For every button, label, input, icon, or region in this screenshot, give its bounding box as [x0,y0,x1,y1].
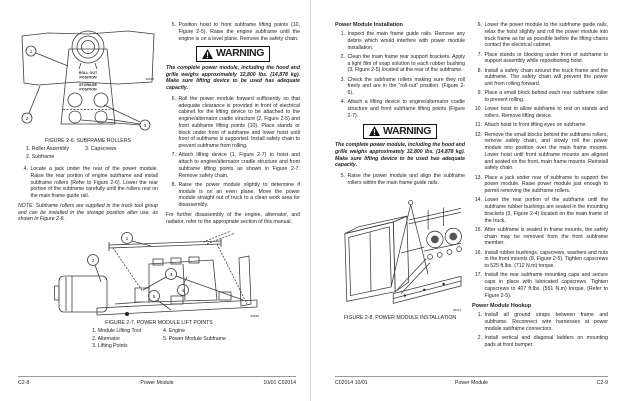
figure-2-6-caption: FIGURE 2-6. SUBFRAME ROLLERS [45,138,131,144]
step-number: 6. [477,22,482,28]
closing-text: For further disassembly of the engine, alternator, and radiator, refer to the appropriate section of this manual. [166,211,300,225]
step-number: 17. [474,272,482,279]
step-number: 10. [474,106,482,113]
step-text: After subframe is seated in frame mounts, the safety chain may be removed from the front subframe member. [484,226,608,247]
footer-page-number: C2-9 [596,380,608,386]
step-item [472,335,608,349]
step-number: 16. [474,249,482,256]
step-item [335,31,465,51]
step-text: Raise the power module slightly to determine if module is on an even plane. Move the power module straight out of truck to a clean work area for disassembly. [178,181,300,208]
step-text: Attach lifting device (1, Figure 2-7) to hoist and attach to engine/alternator cradle structure and front subframe lifting points as shown in Figure 2-7. Remove safety chain. [178,152,300,179]
step-text: Position hoist to front subframe lifting points (10, Figure 2-5). Raise the engine subframe until the engine is on a level plane. Remove the safety chain. [178,22,300,42]
legend-column [92,328,141,351]
step-number: 15. [474,226,482,233]
step-item [335,77,465,97]
figure-2-8-part-code: 92374 [452,307,462,312]
step-item [472,22,608,49]
legend-item: 1. Module Lifting Tool [92,328,142,335]
step-text: Place stands or blocking under front of subframe to support assembly while repositioning hoist. [484,51,608,65]
step-number: 5. [340,173,345,179]
step-text: Lower the power module to the subframe guide rails, relax the hoist slightly and roll the power module into truck frame as far as possible before the lifting chains contact the electrical cabinet. [484,22,608,49]
step-item [472,272,608,299]
step-item [18,166,158,200]
step-number: 8. [477,67,482,74]
svg-text:3: 3 [143,122,147,128]
callout-2 [22,86,40,123]
figure-2-8-drawing [335,191,467,313]
figure-2-7-part-code: 90645 [250,314,259,319]
footer-section-title: Power Module [454,380,489,386]
step-item [472,90,608,104]
footer-section-title: Power Module [140,380,174,386]
step-number: 12. [474,131,482,138]
storage-label-line1: STORAGE [79,83,97,87]
step-number: 1. [477,312,482,319]
step-text: Install a safety chain around the truck frame and the subframe. The safety chain will prevent the power unit from rolling forward. [484,67,608,87]
svg-text:3: 3 [169,273,173,279]
legend-item: 2. Subframe [26,153,55,160]
callout-3 [143,269,243,301]
step-text: Place a jack under rear of subframe to support the power module. Raise power module just enough to permit removing the subframe rollers. [484,174,608,194]
step-item [166,182,300,209]
step-item [472,122,608,129]
hookup-heading: Power Module Hookup [472,303,532,310]
left-page-footer [18,376,296,386]
step-item [472,250,608,270]
step-text: Lower the rear portion of the subframe until the subframe rubber bushings are seated in the mounting brackets (3, Figure 2-4) located on the main frame of the truck. [484,197,608,224]
warning-triangle-icon [202,49,213,59]
svg-text:2: 2 [91,259,95,265]
legend-item: 2. Alternator [92,335,121,342]
legend-column [26,146,69,161]
figure-2-6-legend [18,146,158,161]
step-text: Install all ground straps between frame and subframe. Reconnect wire harnesses at power module subframe connectors. [484,312,608,332]
step-item [472,68,608,88]
figure-2-7-drawing [53,230,265,318]
step-item [472,312,608,332]
step-number: 7. [171,152,176,159]
step-number: 7. [477,51,482,58]
callout-5 [149,291,172,311]
figure-2-7-caption: FIGURE 2-7. POWER MODULE LIFT POINTS [105,320,213,327]
step-text: Remove the small blocks behind the subframe rollers, remove safety chain, and slowly roll the power module into position over the main frame mounts. Lower hoist until front subframe mounts are aligned and seated on the front, main frame mounts. Reinstall safety chain. [484,131,608,172]
step-number: 4. [340,99,345,106]
right-column-b [472,22,608,351]
a-frame-right [411,204,428,274]
warning-triangle-icon [369,126,380,136]
step-text: Attach a lifting device to engine/alternator cradle structure and front subframe lifting points (Figure 2-7). [347,99,465,119]
step-number: 8. [171,181,176,188]
legend-item: 4. Engine [163,328,185,335]
svg-text:2: 2 [25,115,29,121]
right-page-columns [335,22,608,351]
legend-item: 3. Lifting Points [92,343,128,350]
left-column-a [18,22,158,225]
step-item [166,96,300,150]
step-number: 5. [171,22,176,28]
callout-1 [26,46,68,66]
note-text: NOTE: Subframe rollers are supplied in the truck tool group and can be installed in the storage position after use, as shown in Figure 2-6. [18,202,158,223]
figure-2-8-caption: FIGURE 2-8. POWER MODULE INSTALLATION [343,314,457,321]
callout-2 [88,255,102,283]
step-number: 6. [171,95,176,102]
step-text: Clean the main frame rear support brackets. Apply a light film of soap solution to each rubber bushing (3, Figure 2-5) located at the rear of the subframe. [347,53,465,74]
right-page-footer [335,376,608,386]
svg-text:5: 5 [152,295,156,301]
page-right [311,0,620,401]
step-item [472,132,608,173]
legend-item: 5. Power Module Subframe [163,335,226,342]
legend-column [163,328,226,351]
roll-out-label-line2: POSITION [79,75,97,80]
left-lift-chain [113,248,143,292]
warning-title: WARNING [216,47,264,60]
step-item [472,227,608,247]
figure-2-6-drawing [18,22,158,136]
svg-text:4: 4 [181,289,185,295]
rear-channel [239,256,251,306]
step-text: Locate a jack under the rear of the power module. Raise the rear portion of engine subframe and install subframe rollers (Refer to Figure 2-6). Lower the rear portion of the subframe carefully until the rollers rest on the main frame guide rail. [30,166,158,200]
step-number: 9. [477,90,482,97]
step-number: 3. [340,76,345,83]
step-text: Install vertical and diagonal ladders on mounting pads at front bumper. [484,335,608,348]
right-column-a [335,22,465,351]
step-number: 2. [340,53,345,60]
left-page-columns [18,22,300,225]
figure-2-6-part-code: 90645 [145,77,154,81]
step-item [335,54,465,74]
step-item [472,197,608,224]
step-item [472,52,608,66]
left-column-b [166,22,300,225]
step-text: Inspect the main frame guide rails. Remove any debris which would interfere with power module installation. [347,31,465,51]
warning-box [363,124,437,140]
step-text: Raise the power module and align the subframe rollers within the main frame guide rails. [347,173,465,186]
step-text: Lower hoist to allow subframe to rest on stands and rollers. Remove lifting device. [484,106,608,119]
step-number: 11. [475,122,482,129]
step-item [335,99,465,119]
step-number: 13. [474,174,482,181]
step-item [335,173,465,187]
installation-heading: Power Module Installation [335,22,403,28]
svg-text:1: 1 [125,237,129,243]
step-text: Check the subframe rollers making sure they roll freely and are in the "roll-out" position. (Figure 2-6). [347,76,465,96]
warning-box [196,46,270,62]
step-text: Install rubber bushings, capscrews, washers and nuts in the front mounts (8, Figure 2-5). Tighten capscrews to 525 ft.lbs. (712 N.m) torque. [484,249,608,269]
right-lift-chain [217,244,247,304]
figure-2-7-block [18,230,300,351]
step-item [166,22,300,42]
legend-item: 3. Capscrews [84,146,117,152]
step-text: Install the rear subframe mounting caps and secure caps in place with lubricated capscrews. Tighten capscrews to 407 ft.lbs. (551 N.m) torque. (Refer to Figure 2-5). [484,272,608,299]
footer-page-number: C2-8 [18,380,30,386]
step-number: 4. [23,166,28,173]
step-number: 1. [340,31,345,37]
legend-item: 1. Roller Assembly [26,146,69,152]
storage-label-line2: POSITION [79,87,97,92]
footer-doc-code: 10/01 C02014 [263,380,297,386]
step-item [166,152,300,179]
footer-doc-code: C02014 10/01 [335,380,368,386]
roll-out-label-line1: ROLL OUT [78,71,98,75]
warning-text: The complete power module, including the hood and grille weighs approximately 32,800 lbs. (14,878 kg). Make sure lifting device to be used has adequate capacity. [335,142,465,169]
step-text: Place a small block behind each rear subframe roller to prevent rolling. [484,90,608,103]
warning-text: The complete power module, including the hood and grille weighs approximately 32,800 lbs. (14,878 kg). Make sure lifting device to be used has adequate capacity. [166,64,300,91]
callout-3 [81,105,150,130]
step-number: 2. [477,335,482,341]
step-number: 14. [474,197,482,204]
warning-title: WARNING [383,124,431,137]
figure-2-7-legend [18,328,300,351]
legend-column [85,146,116,161]
step-text: Roll the power module forward sufficiently so that adequate clearance is provided in front of electrical cabinet for the lifting device to be attached to the engine/alternator cradle structure (2, Figure 2-5) and front subframe lifting points (10). Place stands or block under front of subframe and lower hoist until front of subframe is supported. Install safety chain to prevent subframe from rolling. [178,95,300,149]
subframe-outline [97,300,257,315]
step-item [472,175,608,195]
svg-text:1: 1 [29,48,33,54]
step-text: Attach hoist to front lifting eyes on subframe. [484,122,587,129]
step-item [472,106,608,120]
